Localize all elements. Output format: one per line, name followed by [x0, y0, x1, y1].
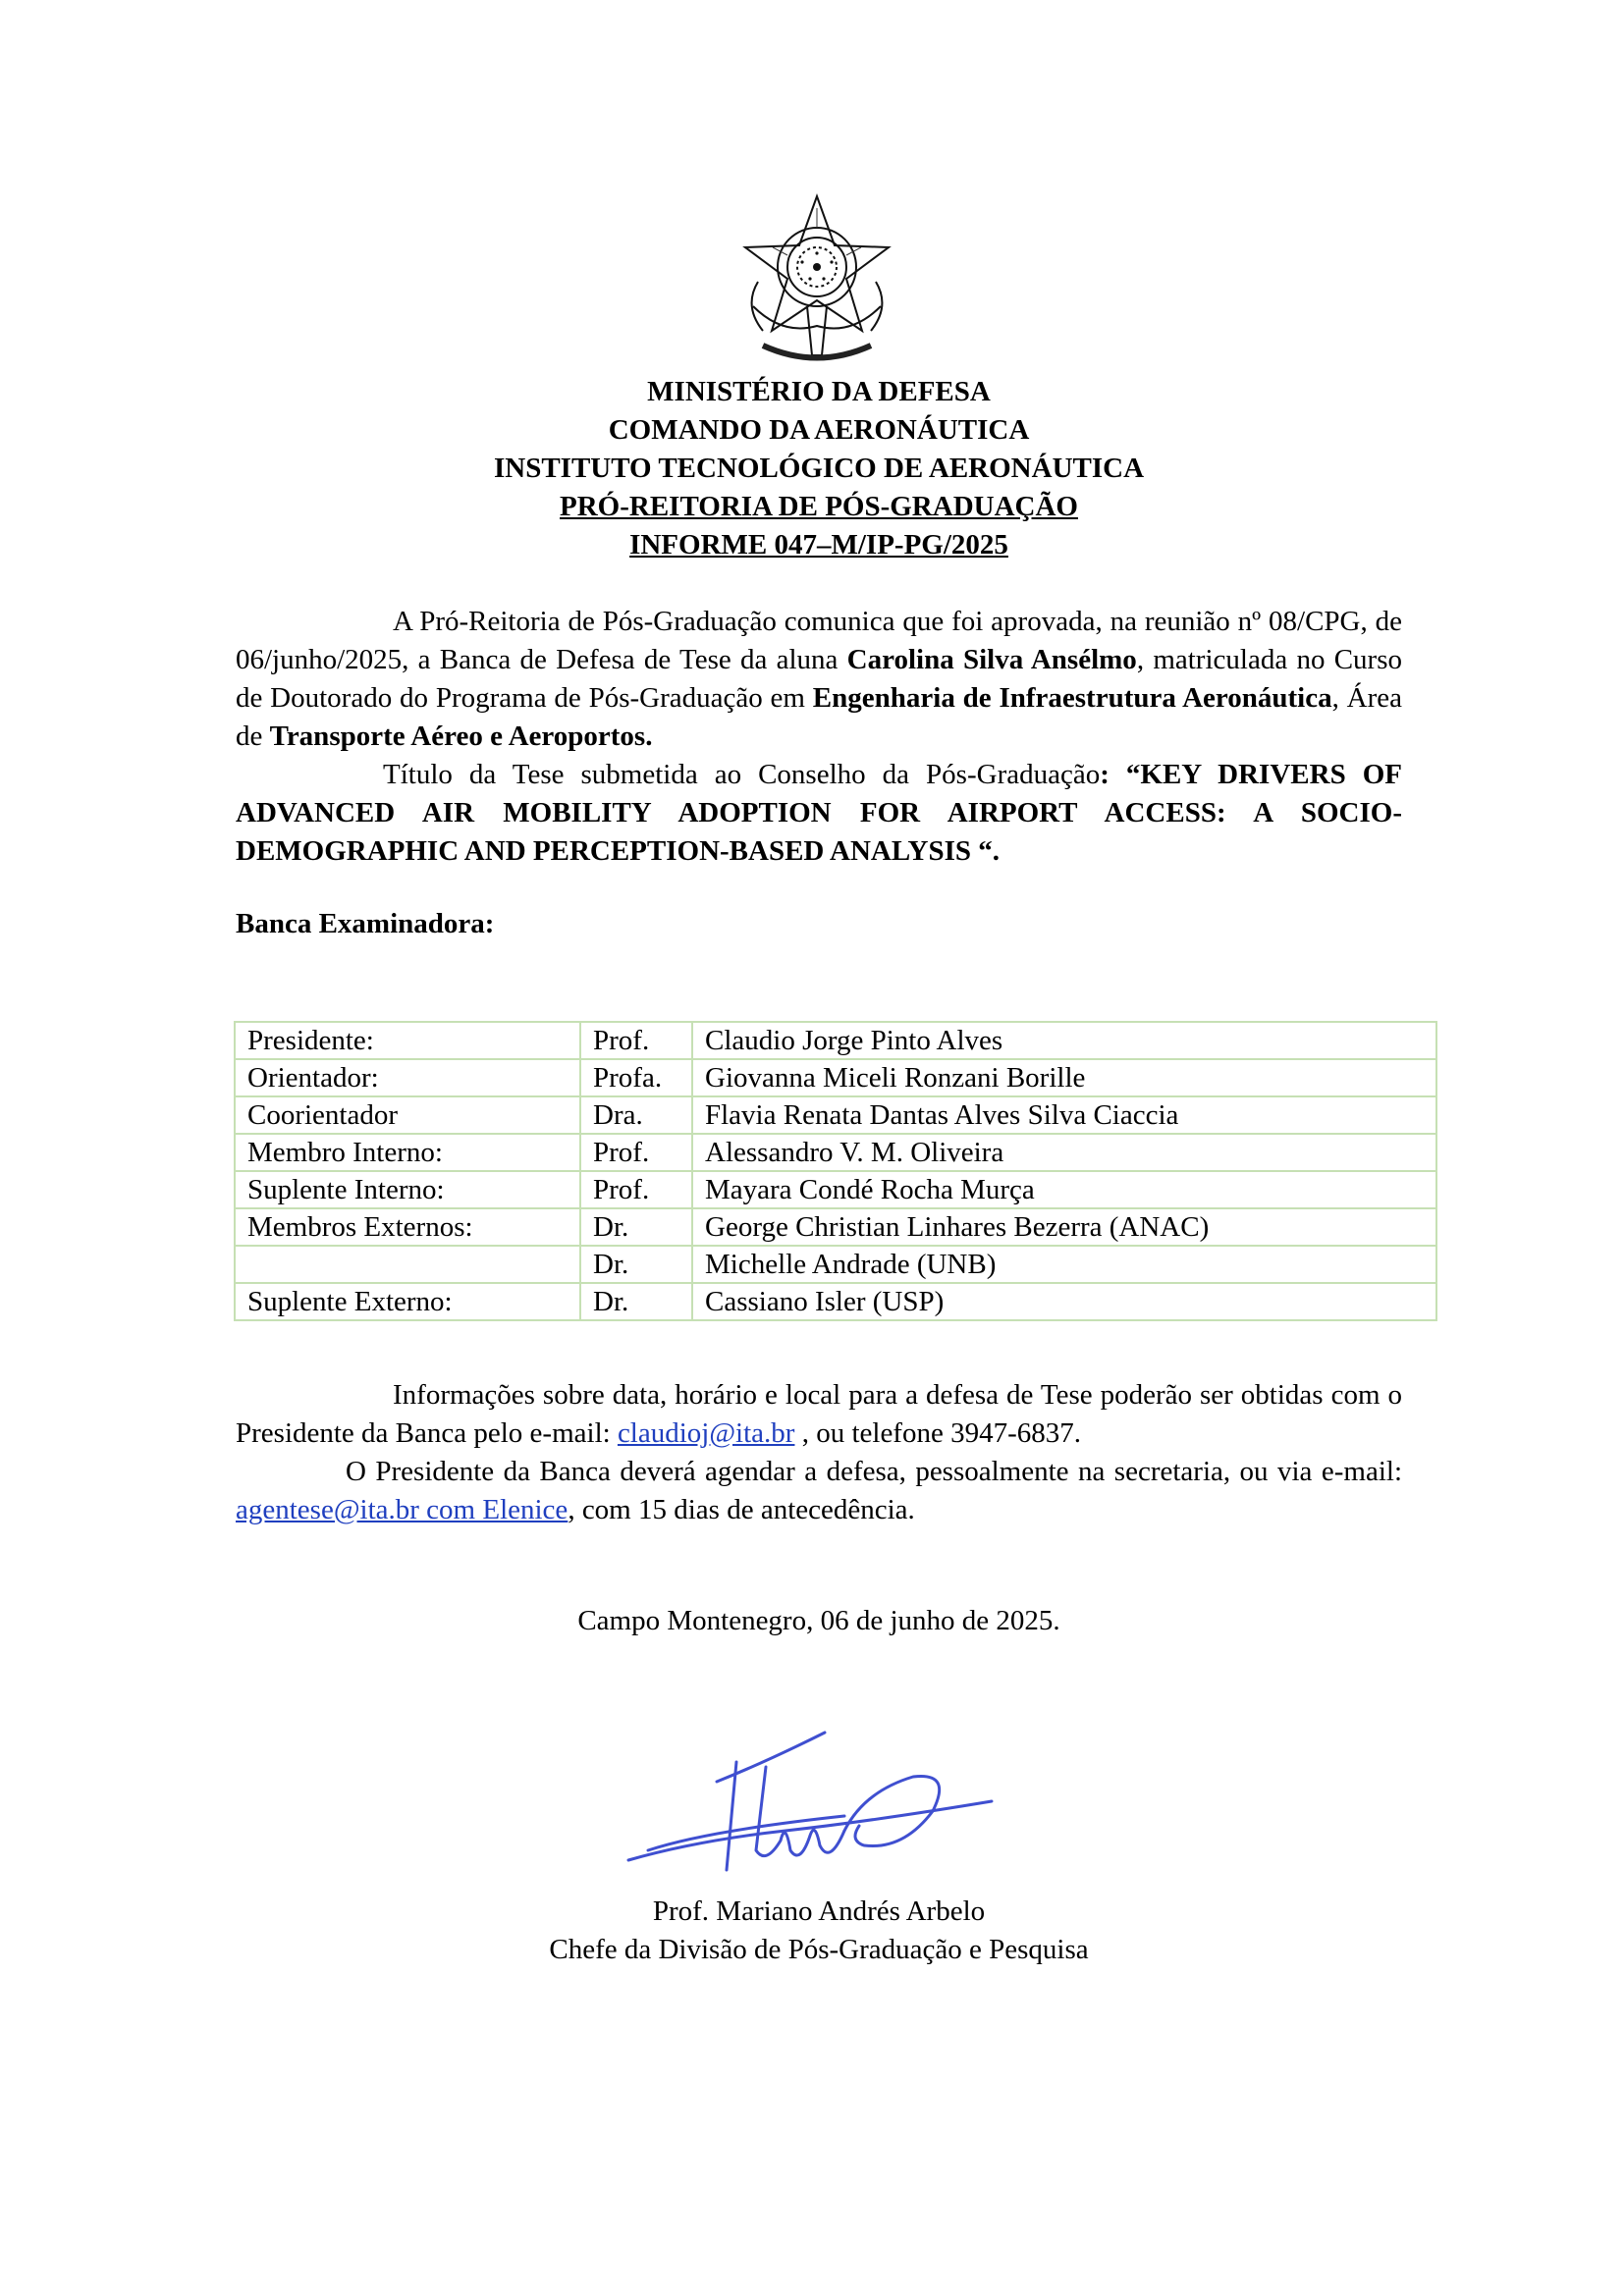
signer-block: [236, 1893, 1402, 1969]
examiner-row: [235, 1022, 1436, 1059]
examiner-row: [235, 1208, 1436, 1246]
secretary-email-link[interactable]: agentese@ita.br com Elenice: [236, 1494, 568, 1525]
examiner-name: Mayara Condé Rocha Murça: [692, 1171, 1436, 1208]
examiner-title: Dr.: [580, 1208, 692, 1246]
coat-of-arms-emblem: [733, 188, 900, 370]
program-name: Engenharia de Infraestrutura Aeronáutica: [812, 682, 1332, 714]
examiner-title: Prof.: [580, 1171, 692, 1208]
approval-paragraph: [236, 603, 1402, 871]
examiner-title: Profa.: [580, 1059, 692, 1096]
examiner-name: Claudio Jorge Pinto Alves: [692, 1022, 1436, 1059]
examiner-name: Michelle Andrade (UNB): [692, 1246, 1436, 1283]
info-text-4: , com 15 dias de antecedência.: [568, 1494, 915, 1525]
examining-board-table: [234, 1021, 1437, 1321]
examiner-title: Prof.: [580, 1134, 692, 1171]
examiner-row: [235, 1171, 1436, 1208]
info-text-3: O Presidente da Banca deverá agendar a defesa, pessoalmente na secretaria, ou via e-mail:: [346, 1456, 1402, 1487]
examiner-name: Cassiano Isler (USP): [692, 1283, 1436, 1320]
examiner-role: Membro Interno:: [235, 1134, 580, 1171]
header-informe-number: INFORME 047–M/IP-PG/2025: [629, 529, 1008, 561]
information-paragraph: [236, 1376, 1402, 1529]
handwritten-signature: [619, 1723, 1011, 1880]
examiner-role: [235, 1246, 580, 1283]
examiner-row: [235, 1246, 1436, 1283]
examiner-name: Alessandro V. M. Oliveira: [692, 1134, 1436, 1171]
thesis-title: : “KEY DRIVERS OF ADVANCED AIR MOBILITY ADOPTION FOR AIRPORT ACCESS: A SOCIO-DEMOGRAPHIC AND PERCEPTION-BASED ANALYSIS “.: [236, 759, 1402, 867]
area-name: Transporte Aéreo e Aeroportos.: [269, 721, 653, 752]
approval-text-3: , Área de: [236, 682, 1402, 752]
examiner-role: Suplente Interno:: [235, 1171, 580, 1208]
examiner-name: Flavia Renata Dantas Alves Silva Ciaccia: [692, 1096, 1436, 1134]
header-pro-rectory: PRÓ-REITORIA DE PÓS-GRADUAÇÃO: [560, 491, 1078, 522]
document-header: [236, 373, 1402, 564]
header-ministry: MINISTÉRIO DA DEFESA: [647, 376, 991, 407]
examiner-name: George Christian Linhares Bezerra (ANAC): [692, 1208, 1436, 1246]
header-command: COMANDO DA AERONÁUTICA: [608, 414, 1030, 446]
header-institute: INSTITUTO TECNOLÓGICO DE AERONÁUTICA: [493, 453, 1145, 484]
examiner-role: Coorientador: [235, 1096, 580, 1134]
president-email-link[interactable]: claudioj@ita.br: [617, 1417, 795, 1449]
signer-position: Chefe da Divisão de Pós-Graduação e Pesquisa: [549, 1934, 1089, 1965]
signer-name: Prof. Mariano Andrés Arbelo: [652, 1896, 986, 1927]
examiner-role: Presidente:: [235, 1022, 580, 1059]
examiner-row: [235, 1134, 1436, 1171]
place-and-date: Campo Montenegro, 06 de junho de 2025.: [577, 1605, 1060, 1636]
approval-text-1: A Pró-Reitoria de Pós-Graduação comunica que foi aprovada, na reunião nº 08/CPG, de 06/junho/2025, a Banca de Defesa de Tese da aluna: [236, 606, 1402, 675]
info-text-1: Informações sobre data, horário e local para a defesa de Tese poderão ser obtidas com o Presidente da Banca pelo e-mail:: [236, 1379, 1402, 1449]
examiner-title: Dr.: [580, 1246, 692, 1283]
examiner-row: [235, 1059, 1436, 1096]
info-text-2: , ou telefone 3947-6837.: [794, 1417, 1081, 1449]
examiner-title: Dr.: [580, 1283, 692, 1320]
student-name: Carolina Silva Ansélmo: [846, 644, 1137, 675]
examiner-title: Prof.: [580, 1022, 692, 1059]
approval-text-2: , matriculada no Curso de Doutorado do Programa de Pós-Graduação em: [236, 644, 1402, 714]
examiner-role: Orientador:: [235, 1059, 580, 1096]
examiner-role: Suplente Externo:: [235, 1283, 580, 1320]
examiner-row: [235, 1096, 1436, 1134]
thesis-title-label: Título da Tese submetida ao Conselho da Pós-Graduação: [383, 759, 1101, 790]
examiner-row: [235, 1283, 1436, 1320]
examiner-name: Giovanna Miceli Ronzani Borille: [692, 1059, 1436, 1096]
examining-board-heading: Banca Examinadora:: [236, 908, 495, 939]
examiner-title: Dra.: [580, 1096, 692, 1134]
examiner-role: Membros Externos:: [235, 1208, 580, 1246]
